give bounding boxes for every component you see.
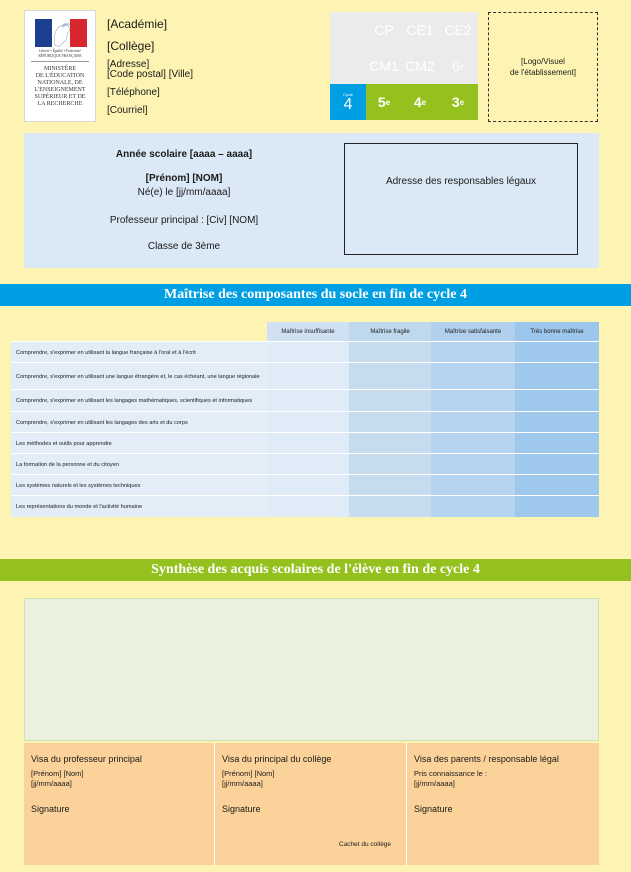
visa-parents-line: Pris connaissance le : <box>414 769 487 778</box>
visa-principal-title: Visa du principal du collège <box>222 754 332 764</box>
level-cell[interactable] <box>431 363 515 390</box>
level-cell[interactable] <box>349 433 431 454</box>
table-header-row <box>11 322 599 341</box>
level-cell[interactable] <box>431 342 515 363</box>
school-phone: [Téléphone] <box>107 87 160 98</box>
level-cell[interactable] <box>515 433 599 454</box>
school-address: [Adresse] <box>107 59 150 70</box>
visa-prof-name: [Prénom] [Nom] <box>31 769 84 778</box>
student-name: [Prénom] [NOM] <box>145 173 223 184</box>
level-cell[interactable] <box>431 454 515 475</box>
table-header-cell: Maîtrise satisfaisante <box>431 322 515 341</box>
level-cell[interactable] <box>349 342 431 363</box>
cycle-level-cell: 5 e <box>366 84 402 120</box>
level-cell[interactable] <box>515 496 599 517</box>
level-cell[interactable] <box>349 454 431 475</box>
table-row <box>11 411 599 433</box>
visa-prof-signature: Signature <box>31 804 70 814</box>
cycle-level-cell: 4 e <box>402 84 438 120</box>
table-row <box>11 389 599 412</box>
level-cell[interactable] <box>431 412 515 433</box>
level-cell[interactable] <box>431 496 515 517</box>
table-row <box>11 474 599 496</box>
table-row-label: La formation de la personne et du citoyen <box>11 454 267 475</box>
cycle-level-cell: 3 e <box>438 84 478 120</box>
school-logo-placeholder: [Logo/Visuel de l'établissement] <box>488 12 598 122</box>
school-email: [Courriel] <box>107 105 148 116</box>
visa-principal-name: [Prénom] [Nom] <box>222 769 275 778</box>
cycle-cell: 6 e <box>438 48 478 84</box>
level-cell[interactable] <box>515 412 599 433</box>
level-cell[interactable] <box>431 390 515 412</box>
table-row-label: Comprendre, s'exprimer en utilisant les langages mathématiques, scientifiques et informatiques <box>11 390 267 412</box>
level-cell[interactable] <box>267 390 349 412</box>
synthesis-textarea[interactable] <box>24 598 599 741</box>
level-cell[interactable] <box>431 475 515 496</box>
level-cell[interactable] <box>349 496 431 517</box>
visa-parents[interactable] <box>407 743 599 865</box>
school-year: Année scolaire [aaaa – aaaa] <box>115 149 253 160</box>
table-header-cell: Très bonne maîtrise <box>515 322 599 341</box>
table-row-label: Comprendre, s'exprimer en utilisant la langue française à l'oral et à l'écrit <box>11 342 267 363</box>
school-postal-city: [Code postal] [Ville] <box>107 69 193 80</box>
table-header-cell: Maîtrise fragile <box>349 322 431 341</box>
table-row <box>11 495 599 517</box>
level-cell[interactable] <box>267 363 349 390</box>
class-label: Classe de 3ème <box>147 241 221 252</box>
cycle-cell: CM2 <box>402 48 438 84</box>
visa-principal[interactable] <box>215 743 406 865</box>
cycle-cell-empty <box>330 48 366 84</box>
academie: [Académie] <box>107 17 168 31</box>
level-cell[interactable] <box>431 433 515 454</box>
cycle-cell: CE2 <box>438 12 478 48</box>
visa-parents-signature: Signature <box>414 804 453 814</box>
head-teacher: Professeur principal : [Civ] [NOM] <box>109 215 259 226</box>
level-cell[interactable] <box>267 412 349 433</box>
cycle-cell: CE1 <box>402 12 438 48</box>
table-row-label: Les représentations du monde et l'activité humaine <box>11 496 267 517</box>
cycle-current-cell <box>330 84 366 120</box>
table-row <box>11 432 599 454</box>
level-cell[interactable] <box>515 475 599 496</box>
visa-principal-date: [jj/mm/aaaa] <box>222 779 263 788</box>
student-birthdate: Né(e) le [jj/mm/aaaa] <box>137 187 231 198</box>
level-cell[interactable] <box>267 475 349 496</box>
cycle-label: Cycle <box>342 91 353 97</box>
guardian-address-box: Adresse des responsables légaux <box>344 143 578 255</box>
section-title-synthese: Synthèse des acquis scolaires de l'élève en fin de cycle 4 <box>0 559 631 581</box>
level-cell[interactable] <box>349 390 431 412</box>
visa-principal-signature: Signature <box>222 804 261 814</box>
republic-label: RÉPUBLIQUE FRANÇAISE <box>38 54 82 58</box>
motto: Liberté • Égalité • Fraternité <box>39 49 81 53</box>
cycle-cell: CM1 <box>366 48 402 84</box>
logo-divider <box>31 61 89 62</box>
level-cell[interactable] <box>349 363 431 390</box>
visa-parents-date: [jj/mm/aaaa] <box>414 779 455 788</box>
level-cell[interactable] <box>267 342 349 363</box>
cycle-cell-empty <box>330 12 366 48</box>
visa-section <box>24 743 599 865</box>
level-cell[interactable] <box>349 412 431 433</box>
table-row-label: Comprendre, s'exprimer en utilisant une langue étrangère et, le cas échéant, une langue régionale <box>11 363 267 390</box>
level-cell[interactable] <box>267 433 349 454</box>
level-cell[interactable] <box>515 390 599 412</box>
level-cell[interactable] <box>515 454 599 475</box>
table-row <box>11 453 599 475</box>
table-row-label: Les méthodes et outils pour apprendre <box>11 433 267 454</box>
visa-prof-date: [jj/mm/aaaa] <box>31 779 72 788</box>
visa-parents-title: Visa des parents / responsable légal <box>414 754 559 764</box>
visa-prof[interactable] <box>24 743 214 865</box>
ministry-name: MINISTÈRE DE L'ÉDUCATION NATIONALE, DE L'ENSEIGNEMENT SUPÉRIEUR ET DE LA RECHERCHE <box>34 66 86 107</box>
table-header-empty <box>11 322 267 341</box>
ministry-logo <box>24 10 96 122</box>
table-row-label: Les systèmes naturels et les systèmes techniques <box>11 475 267 496</box>
level-cell[interactable] <box>515 342 599 363</box>
visa-prof-title: Visa du professeur principal <box>31 754 142 764</box>
table-header-cell: Maîtrise insuffisante <box>267 322 349 341</box>
cycle-cell: CP <box>366 12 402 48</box>
level-cell[interactable] <box>349 475 431 496</box>
level-cell[interactable] <box>515 363 599 390</box>
college: [Collège] <box>107 39 155 53</box>
marianne-icon <box>35 19 87 47</box>
table-row <box>11 362 599 390</box>
table-row <box>11 341 599 363</box>
school-stamp-label: Cachet du collège <box>339 841 392 848</box>
level-cell[interactable] <box>267 454 349 475</box>
level-cell[interactable] <box>267 496 349 517</box>
section-title-socle: Maîtrise des composantes du socle en fin de cycle 4 <box>0 284 631 306</box>
cycle-number: 4 <box>343 95 353 113</box>
table-row-label: Comprendre, s'exprimer en utilisant les langages des arts et du corps <box>11 412 267 433</box>
